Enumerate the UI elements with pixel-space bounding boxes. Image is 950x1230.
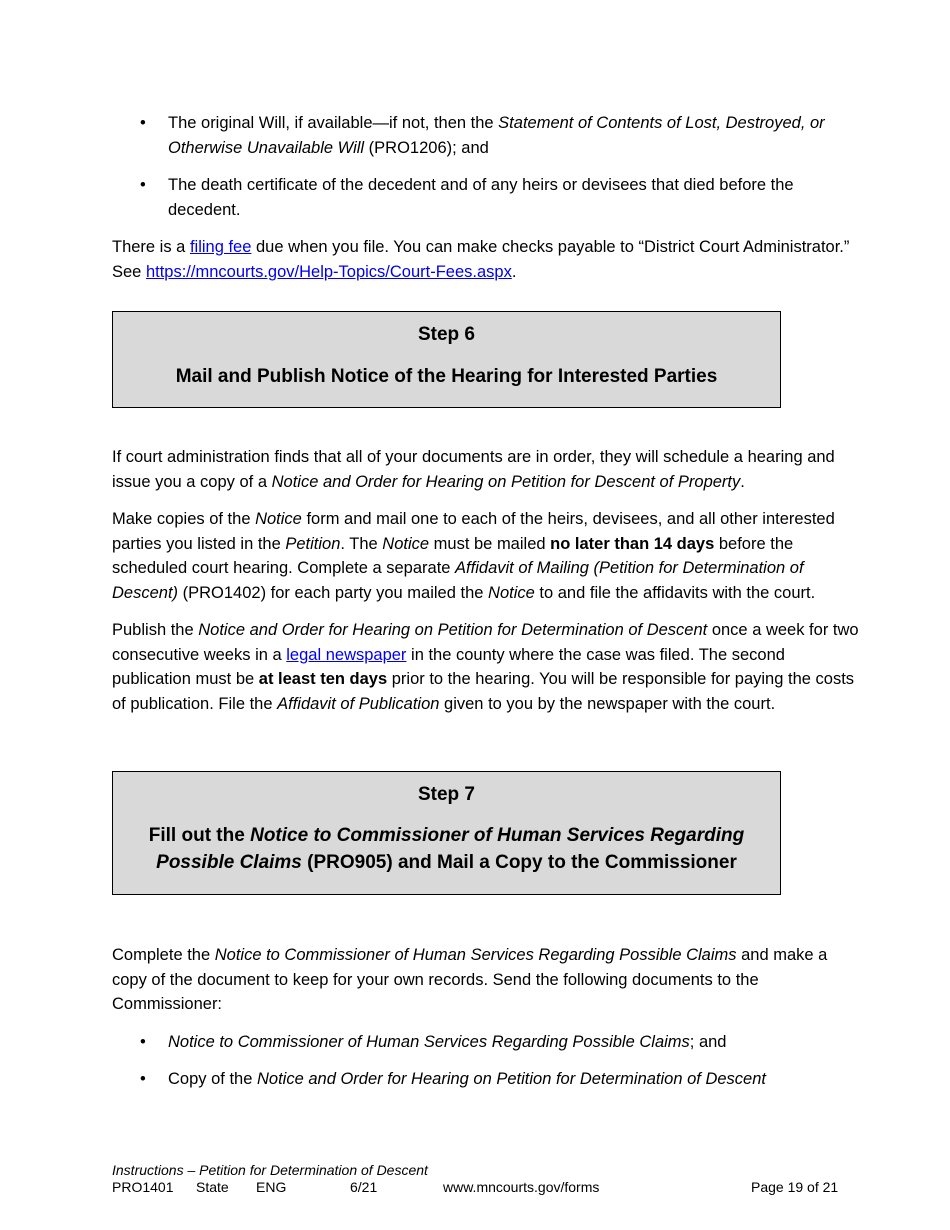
step-7-number: Step 7: [417, 784, 476, 805]
footer-form-number: PRO1401: [112, 1179, 174, 1195]
page-content: [112, 111, 864, 1105]
list-item: • Copy of the Notice and Order for Hearing on Petition for Determination of Descent: [112, 1067, 864, 1092]
footer-url: www.mncourts.gov/forms: [443, 1179, 600, 1195]
footer-state: State: [196, 1179, 229, 1195]
paragraph-court-administration: If court administration finds that all of your documents are in order, they will schedule a hearing and issue you a copy of a Notice and Order for Hearing on Petition for Descent of Property.: [112, 448, 835, 491]
step-7-title: Fill out the Notice to Commissioner of Human Services Regarding Possible Claims (PRO905) and Mail a Copy to the Commissioner: [148, 825, 745, 873]
filing-fee-link[interactable]: filing fee: [189, 238, 252, 256]
step-6-number: Step 6: [417, 324, 476, 345]
bullet-icon: •: [140, 176, 146, 194]
commissioner-documents-list: [112, 1030, 864, 1092]
paragraph-publish-notice: Publish the Notice and Order for Hearing on Petition for Determination of Descent once a week for two consecutive weeks in a legal newspaper in the county where the case was filed. The second publication must be at least ten days prior to the hearing. You will be responsible for paying the costs of publication. File the Affidavit of Publication given to you by the newspaper with the court.: [112, 621, 859, 713]
list-item: • Notice to Commissioner of Human Services Regarding Possible Claims; and: [112, 1030, 864, 1055]
page-footer: [112, 1162, 852, 1196]
legal-newspaper-link[interactable]: legal newspaper: [286, 645, 407, 664]
filing-fee-paragraph: There is a filing fee due when you file. You can make checks payable to “District Court Administrator.” See https://mncourts.gov/Help-Topics/Court-Fees.aspx.: [112, 238, 850, 281]
step-6-title: Mail and Publish Notice of the Hearing for Interested Parties: [175, 366, 718, 387]
paragraph-commissioner: Complete the Notice to Commissioner of Human Services Regarding Possible Claims and make a copy of the document to keep for your own records. Send the following documents to the Commissioner:: [112, 946, 828, 1013]
bullet-icon: •: [140, 1070, 146, 1088]
paragraph-mail-notice: Make copies of the Notice form and mail one to each of the heirs, devisees, and all other interested parties you listed in the Petition. The Notice must be mailed no later than 14 days before the scheduled court hearing. Complete a separate Affidavit of Mailing (Petition for Determination of Descent) (PRO1402) for each party you mailed the Notice to and file the affidavits with the court.: [112, 510, 835, 602]
court-fees-url-link[interactable]: https://mncourts.gov/Help-Topics/Court-Fees.aspx: [145, 262, 512, 281]
footer-date: 6/21: [350, 1179, 378, 1195]
footer-info-row: [112, 1179, 852, 1196]
footer-language: ENG: [256, 1179, 287, 1195]
required-documents-list: [112, 111, 864, 222]
footer-title: Instructions – Petition for Determination of Descent: [112, 1162, 428, 1178]
bullet-icon: •: [140, 1032, 146, 1051]
bullet-icon: •: [140, 114, 146, 132]
step-7-box: [112, 771, 781, 895]
footer-page-number: Page 19 of 21: [751, 1179, 839, 1195]
list-item: • The death certificate of the decedent and of any heirs or devisees that died before the decedent.: [112, 173, 864, 222]
list-item: • The original Will, if available—if not, then the Statement of Contents of Lost, Destroyed, or Otherwise Unavailable Will (PRO1206); and: [112, 111, 864, 160]
step-6-box: [112, 311, 781, 408]
